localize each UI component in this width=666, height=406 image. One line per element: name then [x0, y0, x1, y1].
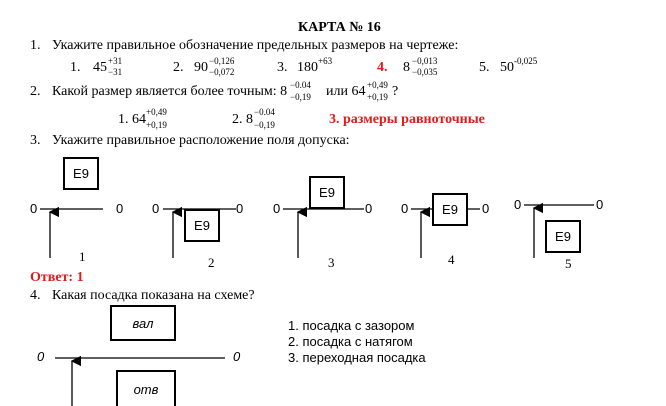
d3-zero-left: 0 — [273, 201, 281, 216]
question-3-text: Укажите правильное расположение поля допуска: — [52, 133, 350, 148]
q4-option-2[interactable]: 2. посадка с натягом — [288, 334, 413, 349]
diagram-2-label: 2 — [208, 255, 215, 270]
d4-zero-right: 0 — [482, 201, 490, 216]
q4-zero-left: 0 — [37, 349, 45, 364]
q2-b-lower: +0,19 — [367, 92, 388, 102]
q1-option-5-upper: -0,025 — [514, 56, 538, 66]
q1-option-2-lower: −0,072 — [209, 67, 235, 77]
d2-zero-left: 0 — [152, 201, 160, 216]
shaft-field: вал — [110, 305, 176, 341]
q1-option-3-number: 3. — [277, 60, 288, 75]
q1-option-5-number: 5. — [479, 60, 490, 75]
q1-option-3-upper: +63 — [318, 56, 333, 66]
q4-zero-right: 0 — [233, 349, 241, 364]
q2-option-2-upper: −0.04 — [254, 107, 275, 117]
d1-tolerance-field: E9 — [63, 157, 99, 190]
q3-answer: Ответ: 1 — [30, 270, 84, 285]
d1-zero-left: 0 — [30, 201, 38, 216]
d2-tolerance-field: E9 — [184, 209, 220, 242]
d5-zero-left: 0 — [514, 197, 522, 212]
d3-zero-right: 0 — [365, 201, 373, 216]
q2-a-lower: −0,19 — [290, 92, 311, 102]
question-4-number: 4. — [30, 288, 41, 303]
diagram-1-label: 1 — [79, 249, 86, 264]
q2-option-2-lower: −0,19 — [254, 120, 275, 130]
q1-option-4-base: 8 — [403, 60, 410, 75]
q4-option-1[interactable]: 1. посадка с зазором — [288, 318, 415, 333]
d1-zero-right: 0 — [116, 201, 124, 216]
q1-option-1-lower: −31 — [108, 67, 123, 77]
q1-option-4-number: 4. — [377, 60, 388, 75]
q1-option-4-lower: −0,035 — [412, 67, 438, 77]
d3-tolerance-field: E9 — [309, 176, 345, 209]
q1-option-1-base: 45 — [93, 60, 107, 75]
q4-option-3[interactable]: 3. переходная посадка — [288, 350, 426, 365]
d4-zero-left: 0 — [401, 201, 409, 216]
diagram-3[interactable] — [283, 209, 364, 258]
d5-tolerance-field: E9 — [545, 220, 581, 253]
q2-option-1-upper: +0,49 — [146, 107, 167, 117]
q1-option-2-number: 2. — [173, 60, 184, 75]
question-2-number: 2. — [30, 84, 41, 99]
card-title: КАРТА № 16 — [298, 20, 381, 35]
diagram-3-label: 3 — [328, 255, 335, 270]
q1-option-2-upper: −0,126 — [209, 56, 235, 66]
q1-option-5-base: 50 — [500, 60, 514, 75]
q2-question-mark: ? — [392, 84, 399, 99]
d2-zero-right: 0 — [236, 201, 244, 216]
question-4-text: Какая посадка показана на схеме? — [52, 288, 255, 303]
d5-zero-right: 0 — [596, 197, 604, 212]
q2-a-upper: −0.04 — [290, 80, 311, 90]
q1-option-4-upper: −0,013 — [412, 56, 438, 66]
question-2-text: Какой размер является более точным: 8 — [52, 84, 288, 99]
question-3-number: 3. — [30, 133, 41, 148]
q1-option-3-base: 180 — [297, 60, 318, 75]
q1-option-2-base: 90 — [194, 60, 208, 75]
d4-tolerance-field: E9 — [432, 193, 468, 226]
hole-field: отв — [116, 370, 176, 406]
question-1-number: 1. — [30, 38, 41, 53]
diagram-4-label: 4 — [448, 252, 455, 267]
q2-or-text: или 64 — [326, 84, 366, 99]
diagram-1[interactable] — [40, 209, 103, 258]
q2-option-3[interactable]: 3. размеры равноточные — [329, 112, 485, 127]
q2-option-1-lower: +0,19 — [146, 120, 167, 130]
question-1-text: Укажите правильное обозначение предельных размеров на чертеже: — [52, 38, 459, 53]
q2-option-2-label: 2. 8 — [232, 112, 253, 127]
q2-b-upper: +0,49 — [367, 80, 388, 90]
diagram-5-label: 5 — [565, 256, 572, 271]
q2-option-1-label: 1. 64 — [118, 112, 146, 127]
q1-option-1-number: 1. — [70, 60, 81, 75]
q1-option-1-upper: +31 — [108, 56, 123, 66]
